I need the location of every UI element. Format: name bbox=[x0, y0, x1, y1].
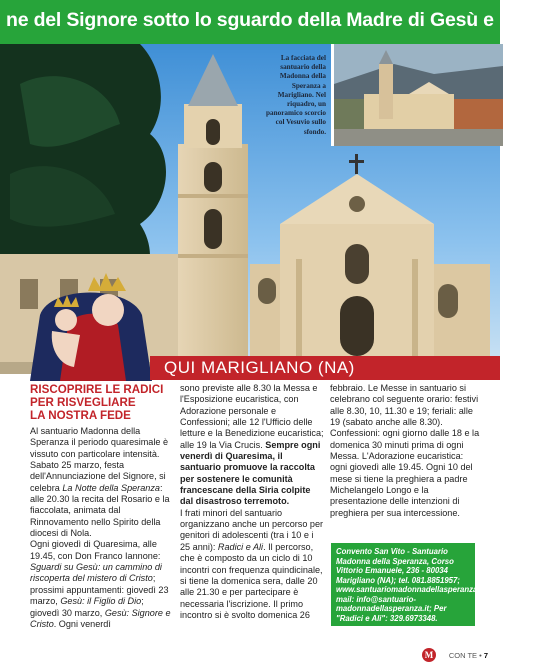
article-headline bbox=[30, 383, 171, 422]
col1-p2b: ; prossimi appuntamenti: giovedì 23 marzo, bbox=[30, 573, 169, 607]
contact-box bbox=[331, 543, 487, 626]
col1-paragraph-1 bbox=[30, 426, 171, 539]
col2-paragraph-2 bbox=[180, 508, 325, 621]
col1-p2-italic: Sguardi su Gesù: un cammino di riscoperta del mistero di Cristo bbox=[30, 562, 162, 584]
footer-text: CON TE • 7 bbox=[448, 651, 488, 660]
magazine-logo-icon: M bbox=[422, 648, 436, 662]
page-number: 7 bbox=[483, 651, 488, 660]
article-column-2 bbox=[180, 383, 325, 621]
section-label-text: QUI MARIGLIANO (NA) bbox=[164, 358, 355, 377]
headline-line-1: RISCOPRIRE LE RADICI bbox=[30, 383, 164, 396]
col2-paragraph-1 bbox=[180, 383, 325, 508]
contact-text: Convento San Vito - Santuario Madonna della Speranza, Corso Vittorio Emanuele, 236 - 80034 Marigliano (NA); tel. 081.8851957; www.santuariomadonnadellasperanza.it; mail: info@santuario-madonnadellasperanza.it; Per "Radici e Ali": 329.6973348. bbox=[336, 547, 487, 623]
col1-p2-italic2: Gesù: il Figlio di Dio bbox=[60, 596, 142, 607]
top-banner bbox=[0, 0, 557, 44]
article-column-1 bbox=[30, 383, 171, 630]
col2-p1-bold: Sempre ogni venerdì di Quaresima, il santuario promuove la raccolta per sostenere le comunità francescane della Siria colpite dal disastroso terremoto. bbox=[180, 439, 321, 507]
section-label bbox=[150, 356, 500, 380]
col1-p2c: ; giovedì 30 marzo, bbox=[30, 596, 144, 618]
col2-p2-italic: Radici e Ali bbox=[217, 541, 264, 552]
col2-p2b: . Il percorso, che è composto da un ciclo di 10 incontri con frequenza quindicinale, si tiene la domenica sera, dalle 20 alle 21.30 e per partecipare è necessaria l'iscrizione. Il primo incontro si è svolto domenica 26 bbox=[180, 541, 323, 620]
banner-text: ne del Signore sotto lo sguardo della Madre di Gesù e nostra bbox=[6, 9, 557, 31]
col1-p2a: Ogni giovedì di Quaresima, alle 19.45, con Don Franco Iannone: bbox=[30, 539, 161, 561]
col2-p2a: I frati minori del santuario organizzano anche un percorso per genitori di adolescenti (tra i 10 e i 25 anni): bbox=[180, 507, 324, 552]
madonna-image bbox=[30, 255, 152, 381]
col1-paragraph-2 bbox=[30, 539, 171, 630]
col3-paragraph-1: febbraio. Le Messe in santuario si celebrano col seguente orario: festivi alle 8.30, 10, 11.30 e 19; feriali: alle 19 (sabato anche alle 8.30). Confessioni: ogni giorno dalle 18 e la domenica 30 minuti prima di ogni Messa. L'Adorazione eucaristica: ogni giovedì alle 19.45. Ogni 10 del mese si tiene la preghiera a padre Michelangelo Longo e la presentazione delle intenzioni di preghiera per sua intercessione. bbox=[330, 383, 480, 518]
col1-p1-tail: : alle 20.30 la recita del Rosario e la fiaccolata, animata dal Rinnovamento nello Spirito della diocesi di Nola. bbox=[30, 482, 170, 539]
col1-p2-italic3: Gesù: Signore e Cristo bbox=[30, 607, 171, 629]
headline-line-2: PER RISVEGLIARE bbox=[30, 396, 136, 409]
col1-p1-italic: La Notte della Speranza bbox=[62, 482, 160, 493]
article-column-3 bbox=[330, 383, 480, 519]
col2-p1: sono previste alle 8.30 la Messa e l'Esposizione eucaristica, con Adorazione personale e Confessioni; alle 12 l'Ufficio delle letture e la Benedizione eucaristica; alle 19 la Via Crucis. bbox=[180, 383, 324, 450]
footer-label: CON TE bbox=[448, 651, 478, 660]
inset-caption: La facciata del santuario della Madonna della Speranza a Marigliano. Nel riquadro, un panoramico scorcio col Vesuvio sullo sfondo. bbox=[266, 54, 326, 136]
headline-line-3: LA NOSTRA FEDE bbox=[30, 409, 131, 422]
inset-photo bbox=[331, 44, 500, 146]
col1-p2d: . Ogni venerdì bbox=[53, 618, 111, 629]
col1-p1-text: Al santuario Madonna della Speranza il periodo quaresimale è vissuto con particolare intensità. Sabato 25 marzo, festa dell'Annunciazione del Signore, si celebra bbox=[30, 426, 169, 493]
